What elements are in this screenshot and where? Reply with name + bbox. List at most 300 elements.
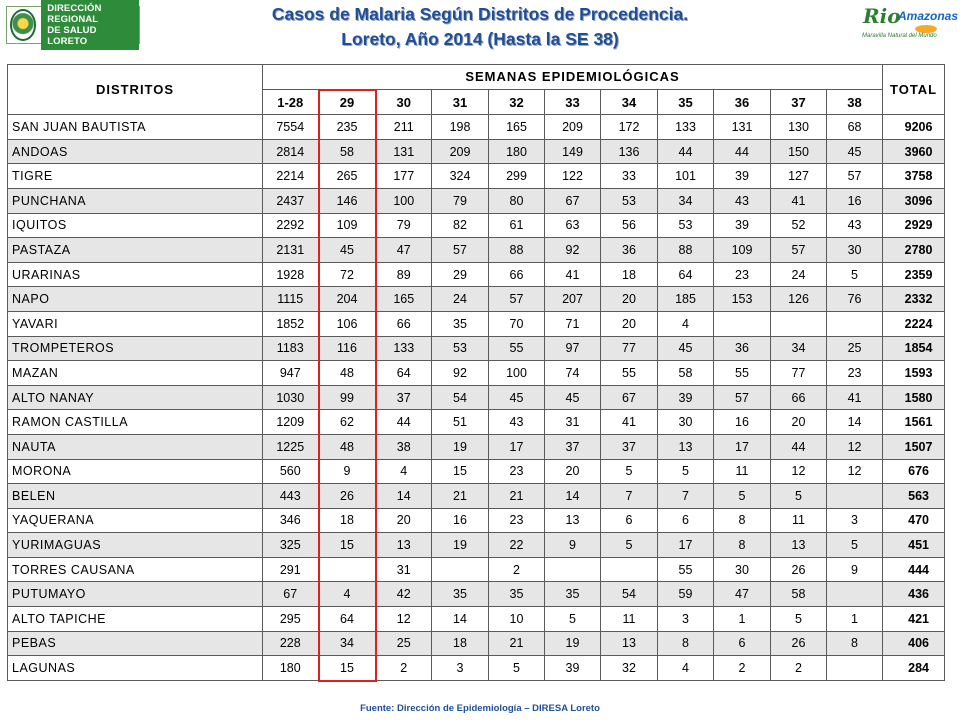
week-value-cell: 16 <box>827 188 883 213</box>
week-value-cell: 6 <box>658 508 714 533</box>
week-value-cell: 5 <box>771 607 827 632</box>
week-value-cell: 15 <box>319 533 376 558</box>
week-header-cell: 34 <box>601 90 658 115</box>
week-value-cell <box>714 311 771 336</box>
week-value-cell: 44 <box>771 434 827 459</box>
district-name-cell: NAPO <box>8 287 263 312</box>
week-value-cell: 74 <box>545 361 601 386</box>
table-row <box>8 262 945 287</box>
table-row <box>8 188 945 213</box>
week-value-cell: 57 <box>489 287 545 312</box>
district-name-cell: NAUTA <box>8 434 263 459</box>
week-value-cell: 34 <box>658 188 714 213</box>
table-row <box>8 508 945 533</box>
week-value-cell: 82 <box>432 213 489 238</box>
week-value-cell: 37 <box>376 385 432 410</box>
week-value-cell: 41 <box>827 385 883 410</box>
total-value-cell: 1561 <box>883 410 945 435</box>
week-value-cell: 6 <box>714 631 771 656</box>
district-name-cell: LAGUNAS <box>8 656 263 681</box>
week-value-cell: 63 <box>545 213 601 238</box>
week-value-cell: 12 <box>376 607 432 632</box>
week-value-cell: 26 <box>771 631 827 656</box>
week-value-cell: 116 <box>319 336 376 361</box>
diresa-logo <box>6 3 140 47</box>
table-row <box>8 410 945 435</box>
week-value-cell: 100 <box>489 361 545 386</box>
week-value-cell: 35 <box>432 311 489 336</box>
week-value-cell: 41 <box>771 188 827 213</box>
table-row <box>8 115 945 140</box>
week-value-cell: 25 <box>376 631 432 656</box>
week-value-cell: 34 <box>319 631 376 656</box>
table-row <box>8 607 945 632</box>
week-value-cell <box>432 557 489 582</box>
week-value-cell: 68 <box>827 115 883 140</box>
table-row <box>8 656 945 681</box>
week-value-cell: 47 <box>714 582 771 607</box>
week-value-cell: 88 <box>489 238 545 263</box>
week-value-cell: 6 <box>601 508 658 533</box>
total-value-cell: 3096 <box>883 188 945 213</box>
regional-seal-icon <box>10 9 36 41</box>
table-row <box>8 238 945 263</box>
district-name-cell: PASTAZA <box>8 238 263 263</box>
week-value-cell: 35 <box>432 582 489 607</box>
week-value-cell: 7 <box>601 484 658 509</box>
week-value-cell: 25 <box>827 336 883 361</box>
week-header-cell: 29 <box>319 90 376 115</box>
week-value-cell: 30 <box>658 410 714 435</box>
week-value-cell: 37 <box>545 434 601 459</box>
district-name-cell: ALTO TAPICHE <box>8 607 263 632</box>
week-value-cell: 5 <box>601 459 658 484</box>
week-value-cell: 89 <box>376 262 432 287</box>
week-value-cell: 8 <box>658 631 714 656</box>
table-row <box>8 139 945 164</box>
week-value-cell: 204 <box>319 287 376 312</box>
week-value-cell <box>771 311 827 336</box>
week-value-cell: 17 <box>714 434 771 459</box>
week-value-cell: 14 <box>827 410 883 435</box>
week-value-cell: 55 <box>658 557 714 582</box>
week-value-cell: 30 <box>827 238 883 263</box>
malaria-cases-table <box>7 64 945 682</box>
week-value-cell: 11 <box>714 459 771 484</box>
week-value-cell: 7 <box>658 484 714 509</box>
district-name-cell: ANDOAS <box>8 139 263 164</box>
week-value-cell: 4 <box>658 656 714 681</box>
total-value-cell: 406 <box>883 631 945 656</box>
week-value-cell: 23 <box>489 508 545 533</box>
total-value-cell: 1854 <box>883 336 945 361</box>
week-value-cell: 56 <box>601 213 658 238</box>
week-value-cell: 13 <box>545 508 601 533</box>
week-value-cell <box>827 656 883 681</box>
district-name-cell: YURIMAGUAS <box>8 533 263 558</box>
week-value-cell: 207 <box>545 287 601 312</box>
table-row <box>8 631 945 656</box>
week-value-cell: 133 <box>658 115 714 140</box>
week-value-cell: 165 <box>376 287 432 312</box>
week-value-cell: 35 <box>489 582 545 607</box>
week-value-cell: 101 <box>658 164 714 189</box>
week-value-cell: 59 <box>658 582 714 607</box>
table-row <box>8 385 945 410</box>
district-name-cell: URARINAS <box>8 262 263 287</box>
district-name-cell: YAQUERANA <box>8 508 263 533</box>
week-value-cell: 19 <box>432 434 489 459</box>
week-value-cell: 54 <box>601 582 658 607</box>
week-value-cell: 8 <box>714 508 771 533</box>
week-value-cell: 14 <box>432 607 489 632</box>
week-value-cell: 20 <box>376 508 432 533</box>
total-value-cell: 421 <box>883 607 945 632</box>
week-value-cell: 66 <box>376 311 432 336</box>
week-value-cell: 3 <box>658 607 714 632</box>
week-value-cell: 12 <box>771 459 827 484</box>
week-value-cell: 131 <box>376 139 432 164</box>
district-name-cell: MORONA <box>8 459 263 484</box>
week-value-cell: 180 <box>489 139 545 164</box>
week-value-cell: 13 <box>601 631 658 656</box>
week-value-cell: 5 <box>489 656 545 681</box>
week-value-cell: 1852 <box>263 311 319 336</box>
week-value-cell: 185 <box>658 287 714 312</box>
week-value-cell: 5 <box>771 484 827 509</box>
week-value-cell <box>319 557 376 582</box>
week-value-cell: 26 <box>319 484 376 509</box>
week-value-cell: 24 <box>432 287 489 312</box>
week-value-cell: 88 <box>658 238 714 263</box>
district-name-cell: TROMPETEROS <box>8 336 263 361</box>
table-row <box>8 311 945 336</box>
page-title-line1: Casos de Malaria Según Distritos de Procedencia. <box>271 4 689 24</box>
district-name-cell: TIGRE <box>8 164 263 189</box>
week-value-cell: 228 <box>263 631 319 656</box>
week-value-cell: 77 <box>601 336 658 361</box>
week-value-cell: 20 <box>545 459 601 484</box>
week-value-cell: 32 <box>601 656 658 681</box>
logo-right-tagline: Maravilla Natural del Mundo <box>862 33 937 39</box>
table-row <box>8 582 945 607</box>
week-value-cell: 2292 <box>263 213 319 238</box>
week-value-cell: 295 <box>263 607 319 632</box>
table-row <box>8 287 945 312</box>
week-value-cell: 21 <box>432 484 489 509</box>
district-name-cell: MAZAN <box>8 361 263 386</box>
week-value-cell: 235 <box>319 115 376 140</box>
week-value-cell: 10 <box>489 607 545 632</box>
week-value-cell: 37 <box>601 434 658 459</box>
week-value-cell: 5 <box>658 459 714 484</box>
week-value-cell: 5 <box>827 533 883 558</box>
week-value-cell: 23 <box>489 459 545 484</box>
week-value-cell: 127 <box>771 164 827 189</box>
leaf-icon <box>915 25 937 33</box>
page-title-line2: Loreto, Año 2014 (Hasta la SE 38) <box>341 29 619 49</box>
total-value-cell: 3960 <box>883 139 945 164</box>
week-value-cell: 34 <box>771 336 827 361</box>
week-value-cell: 209 <box>432 139 489 164</box>
week-value-cell: 14 <box>545 484 601 509</box>
week-value-cell: 18 <box>432 631 489 656</box>
week-value-cell: 1 <box>827 607 883 632</box>
logo-left-line2: DE SALUD LORETO <box>47 25 97 47</box>
week-value-cell: 45 <box>658 336 714 361</box>
total-value-cell: 3758 <box>883 164 945 189</box>
week-value-cell: 130 <box>771 115 827 140</box>
week-value-cell: 67 <box>263 582 319 607</box>
total-value-cell: 2780 <box>883 238 945 263</box>
week-header-cell: 35 <box>658 90 714 115</box>
week-value-cell: 31 <box>545 410 601 435</box>
week-value-cell: 23 <box>827 361 883 386</box>
week-value-cell: 109 <box>714 238 771 263</box>
week-value-cell: 5 <box>601 533 658 558</box>
district-name-cell: SAN JUAN BAUTISTA <box>8 115 263 140</box>
week-value-cell: 100 <box>376 188 432 213</box>
week-value-cell: 77 <box>771 361 827 386</box>
total-value-cell: 2224 <box>883 311 945 336</box>
week-value-cell: 64 <box>658 262 714 287</box>
total-value-cell: 436 <box>883 582 945 607</box>
week-value-cell: 42 <box>376 582 432 607</box>
week-value-cell: 92 <box>432 361 489 386</box>
week-value-cell: 57 <box>827 164 883 189</box>
total-value-cell: 1580 <box>883 385 945 410</box>
week-header-cell: 31 <box>432 90 489 115</box>
table-row <box>8 336 945 361</box>
week-value-cell: 36 <box>714 336 771 361</box>
week-value-cell: 149 <box>545 139 601 164</box>
week-value-cell: 64 <box>319 607 376 632</box>
district-name-cell: PEBAS <box>8 631 263 656</box>
week-value-cell: 146 <box>319 188 376 213</box>
week-value-cell: 4 <box>319 582 376 607</box>
week-value-cell: 1 <box>714 607 771 632</box>
week-value-cell: 41 <box>601 410 658 435</box>
week-value-cell <box>827 484 883 509</box>
week-value-cell: 20 <box>771 410 827 435</box>
logo-right-brand-b: Amazonas <box>898 9 959 23</box>
week-value-cell: 55 <box>601 361 658 386</box>
week-value-cell: 1183 <box>263 336 319 361</box>
week-value-cell: 2814 <box>263 139 319 164</box>
week-value-cell: 165 <box>489 115 545 140</box>
week-value-cell: 19 <box>432 533 489 558</box>
week-value-cell: 44 <box>658 139 714 164</box>
week-value-cell: 13 <box>658 434 714 459</box>
district-name-cell: IQUITOS <box>8 213 263 238</box>
week-value-cell: 57 <box>432 238 489 263</box>
district-name-cell: PUNCHANA <box>8 188 263 213</box>
table-row <box>8 484 945 509</box>
diresa-logo-text <box>41 0 139 50</box>
week-value-cell: 7554 <box>263 115 319 140</box>
week-value-cell: 39 <box>658 385 714 410</box>
district-column-header: DISTRITOS <box>8 65 263 115</box>
week-value-cell: 209 <box>545 115 601 140</box>
week-value-cell: 24 <box>771 262 827 287</box>
week-value-cell: 15 <box>319 656 376 681</box>
week-value-cell: 29 <box>432 262 489 287</box>
week-header-cell: 1-28 <box>263 90 319 115</box>
week-value-cell: 136 <box>601 139 658 164</box>
total-value-cell: 9206 <box>883 115 945 140</box>
week-value-cell: 131 <box>714 115 771 140</box>
week-value-cell: 48 <box>319 361 376 386</box>
week-value-cell: 30 <box>714 557 771 582</box>
week-value-cell: 23 <box>714 262 771 287</box>
table-row <box>8 557 945 582</box>
week-value-cell: 48 <box>319 434 376 459</box>
week-value-cell: 54 <box>432 385 489 410</box>
week-value-cell: 67 <box>601 385 658 410</box>
week-value-cell: 64 <box>376 361 432 386</box>
total-value-cell: 451 <box>883 533 945 558</box>
week-value-cell: 16 <box>714 410 771 435</box>
table-row <box>8 213 945 238</box>
district-name-cell: PUTUMAYO <box>8 582 263 607</box>
week-value-cell: 44 <box>714 139 771 164</box>
week-value-cell: 2 <box>771 656 827 681</box>
week-value-cell: 51 <box>432 410 489 435</box>
total-value-cell: 470 <box>883 508 945 533</box>
week-value-cell: 19 <box>545 631 601 656</box>
week-value-cell: 947 <box>263 361 319 386</box>
week-value-cell <box>601 557 658 582</box>
week-value-cell: 346 <box>263 508 319 533</box>
week-value-cell: 126 <box>771 287 827 312</box>
week-value-cell: 16 <box>432 508 489 533</box>
week-value-cell: 9 <box>545 533 601 558</box>
district-name-cell: YAVARI <box>8 311 263 336</box>
week-value-cell: 47 <box>376 238 432 263</box>
week-value-cell: 1209 <box>263 410 319 435</box>
table-row <box>8 434 945 459</box>
week-value-cell: 3 <box>827 508 883 533</box>
week-value-cell: 443 <box>263 484 319 509</box>
week-value-cell: 1030 <box>263 385 319 410</box>
week-value-cell: 198 <box>432 115 489 140</box>
week-value-cell: 5 <box>827 262 883 287</box>
week-value-cell: 45 <box>319 238 376 263</box>
week-value-cell: 177 <box>376 164 432 189</box>
week-value-cell: 53 <box>658 213 714 238</box>
source-note: Fuente: Dirección de Epidemiología – DIRESA Loreto <box>360 703 600 714</box>
week-value-cell: 97 <box>545 336 601 361</box>
week-value-cell: 66 <box>771 385 827 410</box>
week-value-cell <box>827 582 883 607</box>
district-name-cell: BELEN <box>8 484 263 509</box>
week-value-cell: 45 <box>489 385 545 410</box>
week-value-cell: 67 <box>545 188 601 213</box>
week-value-cell: 58 <box>658 361 714 386</box>
total-value-cell: 1507 <box>883 434 945 459</box>
week-value-cell: 70 <box>489 311 545 336</box>
week-value-cell: 80 <box>489 188 545 213</box>
week-value-cell: 35 <box>545 582 601 607</box>
week-value-cell: 39 <box>714 164 771 189</box>
week-header-cell: 33 <box>545 90 601 115</box>
total-value-cell: 444 <box>883 557 945 582</box>
week-value-cell: 11 <box>601 607 658 632</box>
week-value-cell: 8 <box>714 533 771 558</box>
week-value-cell: 45 <box>827 139 883 164</box>
week-value-cell: 560 <box>263 459 319 484</box>
week-value-cell: 12 <box>827 434 883 459</box>
table-row <box>8 533 945 558</box>
week-value-cell: 9 <box>827 557 883 582</box>
week-value-cell: 291 <box>263 557 319 582</box>
week-value-cell: 43 <box>489 410 545 435</box>
week-value-cell: 2437 <box>263 188 319 213</box>
week-value-cell: 17 <box>658 533 714 558</box>
week-value-cell: 52 <box>771 213 827 238</box>
district-name-cell: TORRES CAUSANA <box>8 557 263 582</box>
total-value-cell: 2929 <box>883 213 945 238</box>
week-value-cell: 26 <box>771 557 827 582</box>
week-value-cell: 325 <box>263 533 319 558</box>
week-value-cell: 92 <box>545 238 601 263</box>
week-value-cell: 22 <box>489 533 545 558</box>
week-value-cell: 18 <box>601 262 658 287</box>
week-value-cell: 21 <box>489 631 545 656</box>
week-value-cell: 17 <box>489 434 545 459</box>
week-value-cell: 99 <box>319 385 376 410</box>
logo-left-line1: DIRECCIÓN REGIONAL <box>47 3 102 25</box>
week-header-cell: 38 <box>827 90 883 115</box>
week-value-cell: 43 <box>714 188 771 213</box>
week-value-cell: 61 <box>489 213 545 238</box>
week-value-cell: 43 <box>827 213 883 238</box>
total-column-header: TOTAL <box>883 65 945 115</box>
total-value-cell: 676 <box>883 459 945 484</box>
week-value-cell: 9 <box>319 459 376 484</box>
week-value-cell: 324 <box>432 164 489 189</box>
total-value-cell: 284 <box>883 656 945 681</box>
week-value-cell: 2 <box>714 656 771 681</box>
week-value-cell: 20 <box>601 311 658 336</box>
week-value-cell: 2214 <box>263 164 319 189</box>
week-value-cell: 299 <box>489 164 545 189</box>
week-value-cell: 76 <box>827 287 883 312</box>
week-value-cell: 15 <box>432 459 489 484</box>
week-value-cell: 31 <box>376 557 432 582</box>
week-value-cell: 44 <box>376 410 432 435</box>
week-value-cell: 1225 <box>263 434 319 459</box>
week-value-cell: 5 <box>714 484 771 509</box>
week-header-cell: 30 <box>376 90 432 115</box>
week-value-cell: 39 <box>714 213 771 238</box>
week-value-cell: 58 <box>319 139 376 164</box>
total-value-cell: 2332 <box>883 287 945 312</box>
week-value-cell: 62 <box>319 410 376 435</box>
table-row <box>8 164 945 189</box>
week-value-cell: 153 <box>714 287 771 312</box>
week-value-cell: 2 <box>489 557 545 582</box>
week-value-cell: 109 <box>319 213 376 238</box>
weeks-column-header: SEMANAS EPIDEMIOLÓGICAS <box>263 65 883 90</box>
week-value-cell: 11 <box>771 508 827 533</box>
week-value-cell: 180 <box>263 656 319 681</box>
week-value-cell: 8 <box>827 631 883 656</box>
total-value-cell: 2359 <box>883 262 945 287</box>
week-value-cell: 55 <box>489 336 545 361</box>
week-value-cell: 3 <box>432 656 489 681</box>
week-value-cell: 12 <box>827 459 883 484</box>
